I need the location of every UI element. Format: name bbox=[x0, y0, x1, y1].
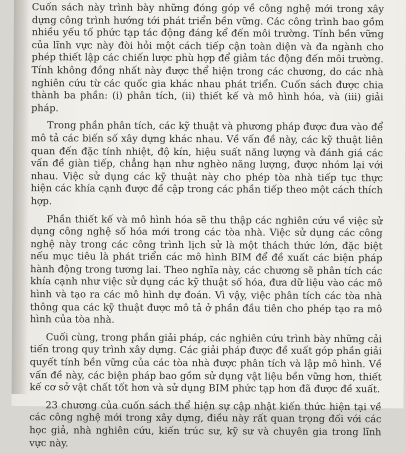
page-gutter-shadow bbox=[12, 0, 30, 394]
paragraph-introduction: Cuốn sách này trình bày những đóng góp về công nghệ mới trong xây dựng công trình hướng tới phát triển bền vững. Các công trình bao gồm nhiều yếu tố phức tạp tác động đáng kể đến môi trường. Tính bền vững của lĩnh vực này đòi hỏi một cách tiếp cận toàn diện và đa ngành cho phép thiết lập các chiến lược phù hợp để giảm tác động đến môi trường. Tính không đồng nhất này được thể hiện trong các chương, do các nhà nghiên cứu từ các quốc gia khác nhau phát triển. Cuốn sách được chia thành ba phần: (i) phân tích, (ii) thiết kế và mô hình hóa, và (iii) giải pháp. bbox=[31, 2, 384, 115]
body-text bbox=[29, 2, 384, 452]
paragraph-chapters-summary: 23 chương của cuốn sách thể hiện sự cập nhật kiến thức hiện tại về các công nghệ mới trong xây dựng, điều này rất quan trọng đối với các học giả, nhà nghiên cứu, kiến trúc sư, kỹ sư và chuyên gia trong lĩnh vực này. bbox=[29, 400, 382, 449]
book-page bbox=[11, 0, 406, 449]
paragraph-design-modeling: Phần thiết kế và mô hình hóa sẽ thu thập các nghiên cứu về việc sử dụng công nghệ số hóa mới trong các tòa nhà. Việc sử dụng các công nghệ này trong các công trình lịch sử là một thách thức lớn, đặc biệt nếu mục tiêu là phát triển các mô hình BIM để đề xuất các biện pháp hành động trong tương lai. Theo nghĩa này, các chương sẽ phân tích các khía cạnh như việc sử dụng các kỹ thuật số hóa, đưa dữ liệu vào các mô hình và tạo ra các mô hình dự đoán. Vì vậy, việc phân tích các tòa nhà thông qua các kỹ thuật được mô tả ở phần đầu tiên cho phép tạo ra mô hình của tòa nhà. bbox=[29, 213, 383, 326]
paragraph-solutions: Cuối cùng, trong phần giải pháp, các nghiên cứu trình bày những cải tiến trong quy trình xây dựng. Các giải pháp được đề xuất góp phần giải quyết tính bền vững của các tòa nhà được phân tích và lập mô hình. Về vấn đề này, các biện pháp bao gồm sử dụng vật liệu bền vững hơn, thiết kế cơ sở vật chất tốt hơn và sử dụng BIM phức tạp hơn đã được đề xuất. bbox=[29, 332, 382, 396]
paragraph-analysis: Trong phần phân tích, các kỹ thuật và phương pháp được đưa vào để mô tả các biến số xây dựng khác nhau. Về vấn đề này, các kỹ thuật liên quan đến đặc tính nhiệt, độ kín, hiệu suất năng lượng và đánh giá các vấn đề giàn tiếp, chẳng hạn như nghèo năng lượng, được nhóm lại với nhau. Việc sử dụng các kỹ thuật này cho phép tòa nhà tiếp tục thực hiện các khía cạnh được đề cập trong các phần tiếp theo một cách thích hợp. bbox=[30, 120, 384, 208]
